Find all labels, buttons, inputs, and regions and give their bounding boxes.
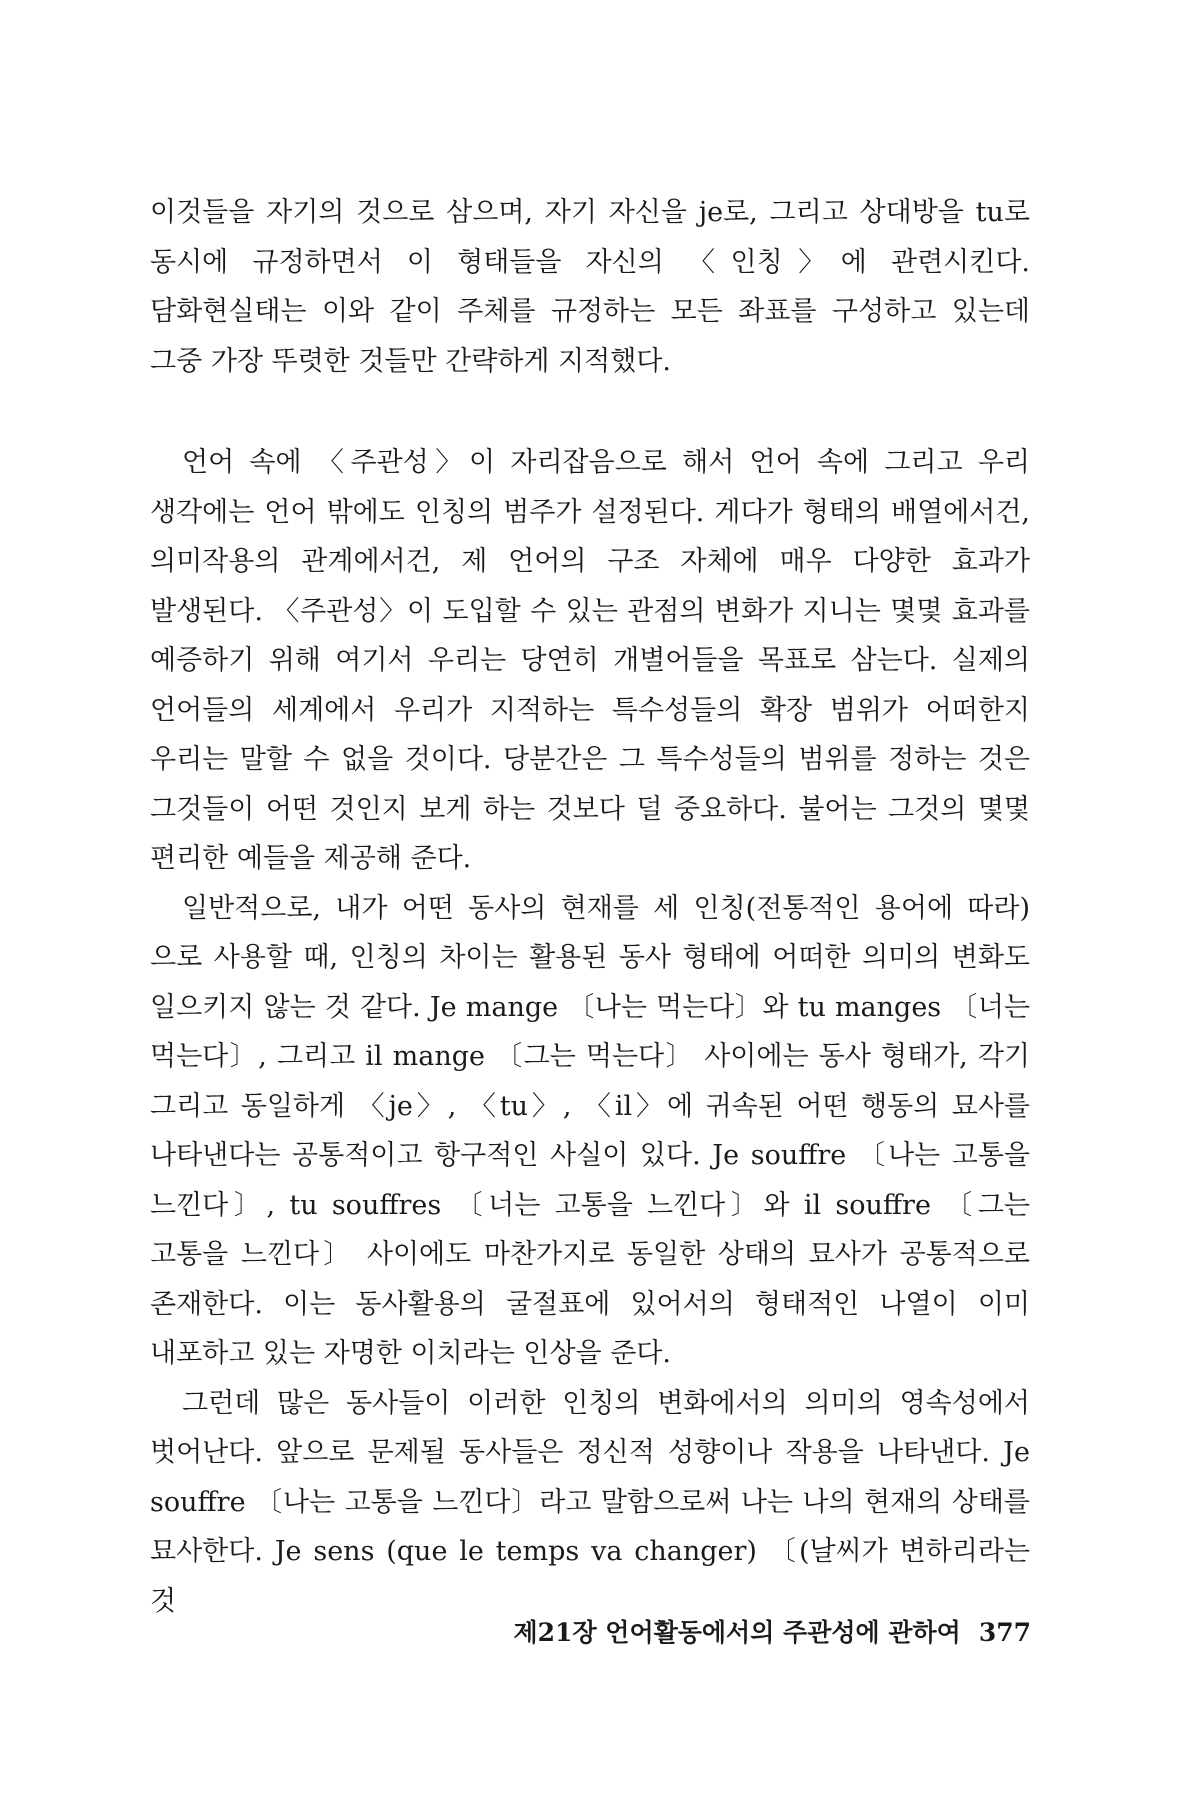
running-title: 제21장 언어활동에서의 주관성에 관하여 [513,1618,961,1647]
paragraph-3: 일반적으로, 내가 어떤 동사의 현재를 세 인칭(전통적인 용어에 따라)으로 사용할 때, 인칭의 차이는 활용된 동사 형태에 어떠한 의미의 변화도 일으키지 않는 것 같다. Je mange 〔나는 먹는다〕와 tu manges 〔너는 먹는다〕, 그리고 il mange 〔그는 먹는다〕 사이에는 동사 형태가, 각기 그리고 동일하게 〈je〉, 〈tu〉, 〈il〉에 귀속된 어떤 행동의 묘사를 나타낸다는 공통적이고 항구적인 사실이 있다. Je souffre 〔나는 고통을 느낀다〕, tu souffres 〔너는 고통을 느낀다〕와 il souffre 〔그는 고통을 느낀다〕 사이에도 마찬가지로 동일한 상태의 묘사가 공통적으로 존재한다. 이는 동사활용의 굴절표에 있어서의 형태적인 나열이 이미 내포하고 있는 자명한 이치라는 인상을 준다. [150,892,1030,1369]
paragraph-4: 그런데 많은 동사들이 이러한 인칭의 변화에서의 의미의 영속성에서 벗어난다. 앞으로 문제될 동사들은 정신적 성향이나 작용을 나타낸다. Je souffre 〔나는 고통을 느낀다〕라고 말함으로써 나는 나의 현재의 상태를 묘사한다. Je sens (que le temps va changer) 〔(날씨가 변하리라는 것 [150,1387,1030,1617]
page-footer [455,1616,1031,1650]
paragraph-2: 언어 속에 〈주관성〉이 자리잡음으로 해서 언어 속에 그리고 우리 생각에는 언어 밖에도 인칭의 범주가 설정된다. 게다가 형태의 배열에서건, 의미작용의 관계에서건, 제 언어의 구조 자체에 매우 다양한 효과가 발생된다. 〈주관성〉이 도입할 수 있는 관점의 변화가 지니는 몇몇 효과를 예증하기 위해 여기서 우리는 당연히 개별어들을 목표로 삼는다. 실제의 언어들의 세계에서 우리가 지적하는 특수성들의 확장 범위가 어떠한지 우리는 말할 수 없을 것이다. 당분간은 그 특수성들의 범위를 정하는 것은 그것들이 어떤 것인지 보게 하는 것보다 덜 중요하다. 불어는 그것의 몇몇 편리한 예들을 제공해 준다. [150,447,1030,874]
page-number: 377 [978,1618,1031,1647]
page-body [150,188,1030,1626]
paragraph-1: 이것들을 자기의 것으로 삼으며, 자기 자신을 je로, 그리고 상대방을 tu로 동시에 규정하면서 이 형태들을 자신의 〈인칭〉에 관련시킨다. 담화현실태는 이와 같이 주체를 규정하는 모든 좌표를 구성하고 있는데 그중 가장 뚜렷한 것들만 간략하게 지적했다. [150,197,1030,377]
paragraph-gap [150,386,1030,438]
